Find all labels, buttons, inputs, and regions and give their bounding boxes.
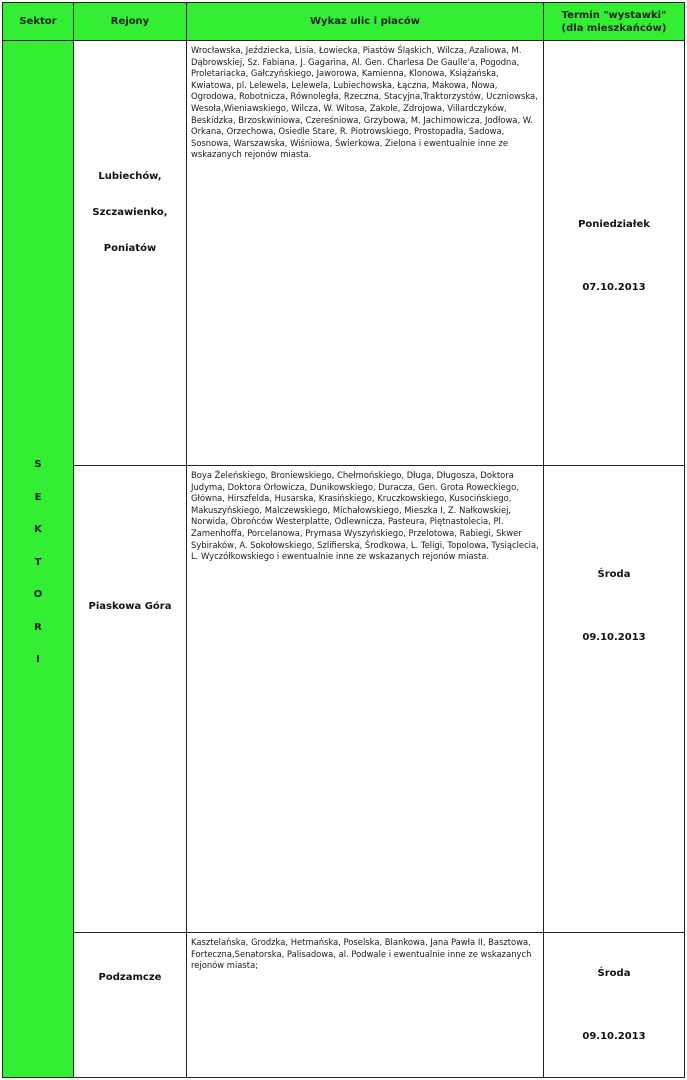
- header-sektor: Sektor: [3, 3, 74, 41]
- header-termin: [544, 3, 685, 41]
- sector-letters: [3, 459, 73, 687]
- rejony-cell: [74, 41, 187, 466]
- sector-letter: R: [34, 621, 42, 633]
- header-termin-line1: Termin "wystawki": [561, 9, 667, 21]
- streets-cell: Boya Żeleńskiego, Broniewskiego, Chełmońskiego, Długa, Długosza, Doktora Judyma, Doktora Orłowicza, Dunikowskiego, Duracza, Gen. Grota Roweckiego, Główna, Hirszfelda, Husarska, Krasińskiego, Kruczkowskiego, Kusocińskiego, Makuszyńskiego, Malczewskiego, Michałowskiego, Mieszka I, Z. Nałkowskiej, Norwida, Obrońców Westerplatte, Odlewnicza, Pasteura, Piętnastolecia, Pl. Zamenhoffa, Porcelanowa, Prymasa Wyszyńskiego, Przelotowa, Rabiegi, Skwer Sybiraków, A. Sokołowskiego, Szlifierska, Środkowa, L. Teligi, Topolowa, Tysiąclecia, L. Wyczółkowskiego i ewentualnie inne ze wskazanych rejonów miasta.: [187, 466, 544, 933]
- rejon-name: Piaskowa Góra: [88, 600, 172, 612]
- termin-date: 07.10.2013: [582, 282, 646, 293]
- sector-cell: [3, 41, 74, 1078]
- sector-letter: T: [34, 556, 42, 568]
- termin-cell: [544, 41, 685, 466]
- termin-date: 09.10.2013: [582, 1031, 646, 1042]
- table-row: [3, 41, 685, 466]
- sector-letter: E: [34, 491, 42, 503]
- sector-letter: I: [36, 654, 40, 666]
- rejon-name: Lubiechów,: [98, 171, 162, 182]
- termin-cell: [544, 466, 685, 933]
- sector-letter: K: [34, 524, 42, 536]
- sector-letter: O: [33, 589, 43, 601]
- sector-letter: S: [34, 459, 42, 471]
- table-row: [3, 466, 685, 933]
- header-wykaz: Wykaz ulic i placów: [187, 3, 544, 41]
- rejon-name: Podzamcze: [98, 971, 162, 983]
- header-row: [3, 3, 685, 41]
- termin-day: Środa: [597, 968, 631, 979]
- rejony-cell: [74, 466, 187, 933]
- header-rejony: Rejony: [74, 3, 187, 41]
- termin-date: 09.10.2013: [582, 632, 646, 643]
- streets-cell: Kasztelańska, Grodzka, Hetmańska, Poselska, Blankowa, Jana Pawła II, Basztowa, Forteczna,Senatorska, Palisadowa, al. Podwale i ewentualnie inne ze wskazanych rejonów miasta;: [187, 933, 544, 1078]
- rejony-cell: [74, 933, 187, 1078]
- termin-cell: [544, 933, 685, 1078]
- rejon-name: Szczawienko,: [92, 207, 168, 218]
- rejon-name: Poniatów: [103, 243, 157, 254]
- table-row: [3, 933, 685, 1078]
- header-termin-line2: (dla mieszkańców): [561, 22, 667, 34]
- streets-cell: Wrocławska, Jeździecka, Lisia, Łowiecka, Piastów Śląskich, Wilcza, Azaliowa, M. Dąbrowskiej, Sz. Fabiana, J. Gagarina, Al. Gen. Charlesa De Gaulle'a, Pogodna, Proletariacka, Gałczyńskiego, Jaworowa, Kamienna, Klonowa, Książańska, Kwiatowa, pl. Lelewela, Lelewela, Lubiechowska, Łączna, Makowa, Nowa, Ogrodowa, Robotnicza, Równoległa, Rzeczna, Stacyjna,Traktorzystów, Uczniowska, Wesoła,Wieniawskiego, Wilcza, W. Witosa, Zakole, Zdrojowa, Villardczyków, Beskidzka, Brzoskwiniowa, Czereśniowa, Grzybowa, M. Jachimowicza, Jodłowa, W. Orkana, Orzechowa, Osiedle Stare, R. Piotrowskiego, Prostopadła, Sadowa, Sosnowa, Warszawska, Wiśniowa, Świerkowa, Zielona i ewentualnie inne ze wskazanych rejonów miasta.: [187, 41, 544, 466]
- termin-day: Poniedziałek: [578, 219, 650, 230]
- termin-day: Środa: [597, 569, 631, 580]
- schedule-table: [2, 2, 685, 1078]
